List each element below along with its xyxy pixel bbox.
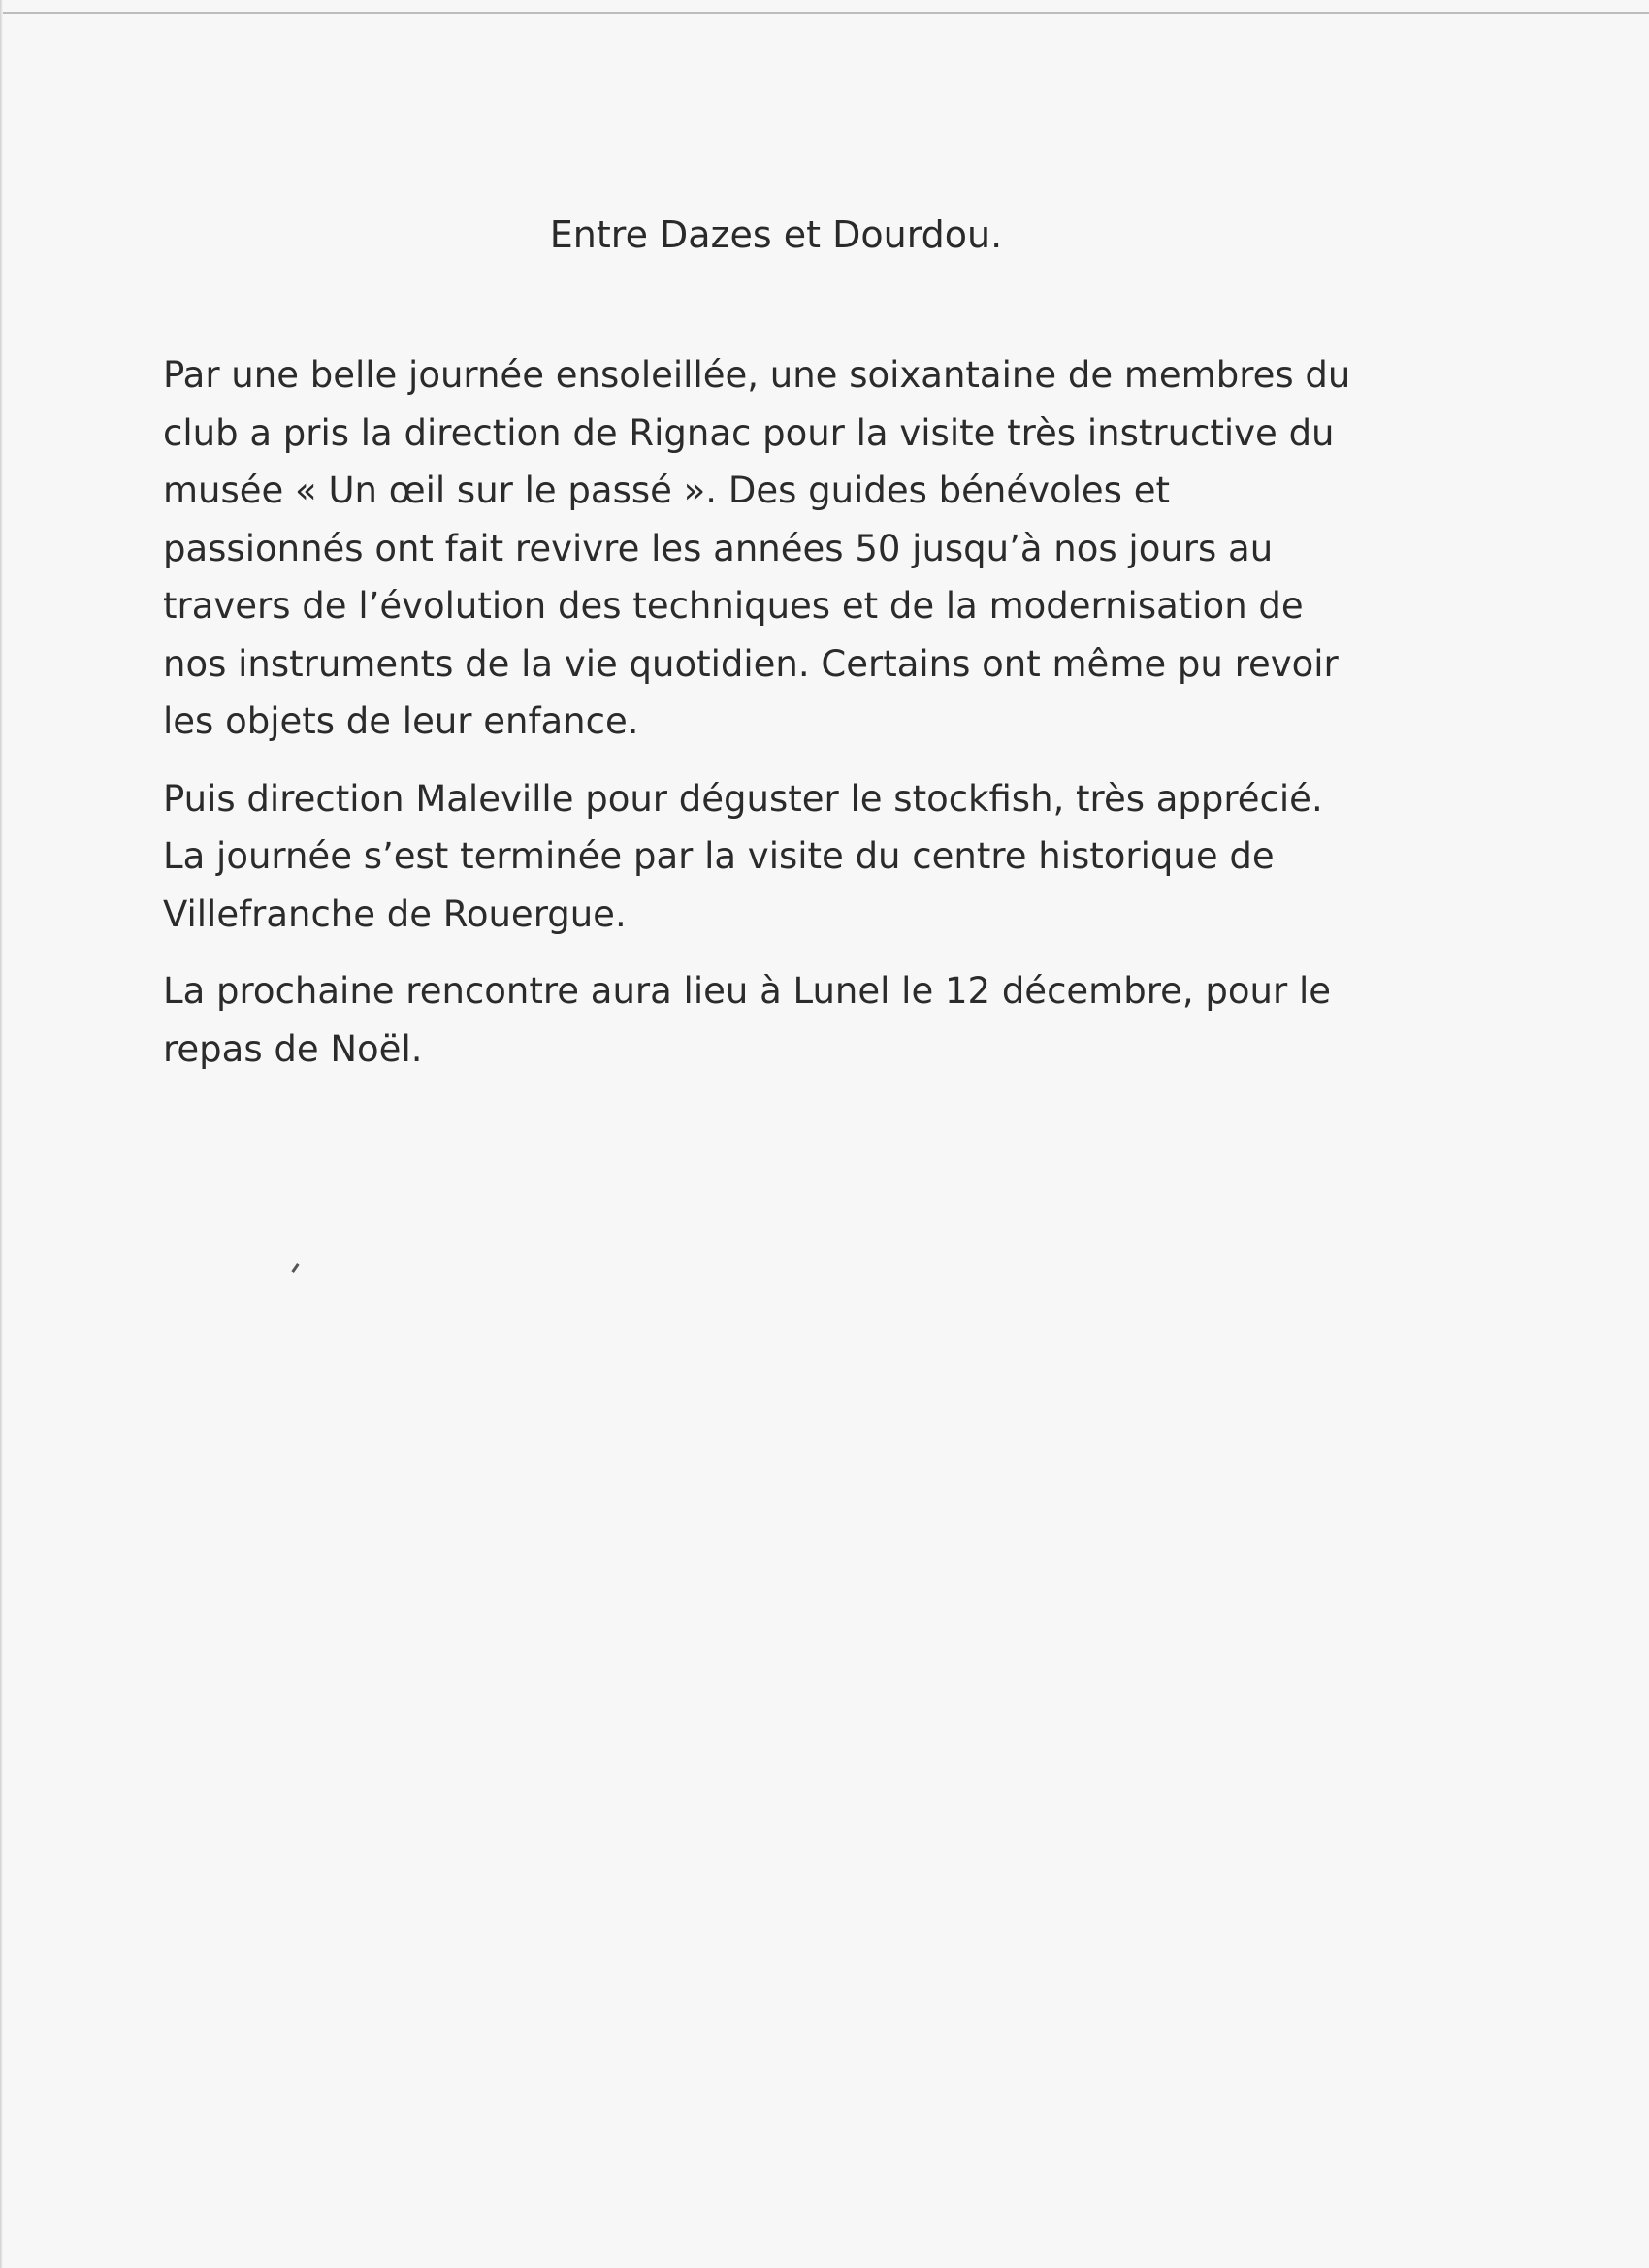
paragraph-line: Villefranche de Rouergue. (163, 892, 627, 935)
paragraph-line: nos instruments de la vie quotidien. Certains ont même pu revoir (163, 642, 1339, 685)
paragraph-museum-visit (163, 346, 1424, 751)
paragraph-line: passionnés ont fait revivre les années 50 jusqu’à nos jours au (163, 527, 1274, 569)
paragraph-line: La journée s’est terminée par la visite du centre historique de (163, 835, 1275, 877)
paragraph-line: Puis direction Maleville pour déguster le stockfish, très apprécié. (163, 777, 1323, 820)
paragraph-line: musée « Un œil sur le passé ». Des guides bénévoles et (163, 470, 1170, 511)
paragraph-maleville-villefranche (163, 770, 1424, 944)
paragraph-line: La prochaine rencontre aura lieu à Lunel le 12 décembre, pour le (163, 970, 1331, 1012)
paragraph-next-meeting (163, 962, 1424, 1078)
document-title: Entre Dazes et Dourdou. (549, 213, 1003, 256)
paragraph-line: les objets de leur enfance. (163, 700, 639, 742)
paragraph-line: Par une belle journée ensoleillée, une soixantaine de membres du (163, 354, 1351, 396)
scan-top-edge (0, 12, 1649, 14)
paragraph-line: repas de Noël. (163, 1027, 423, 1070)
document-body (163, 346, 1424, 1097)
paragraph-line: travers de l’évolution des techniques et de la modernisation de (163, 585, 1304, 627)
paragraph-line: club a pris la direction de Rignac pour la visite très instructive du (163, 411, 1335, 454)
scan-speck (291, 1263, 299, 1273)
scan-left-edge (0, 0, 3, 2268)
